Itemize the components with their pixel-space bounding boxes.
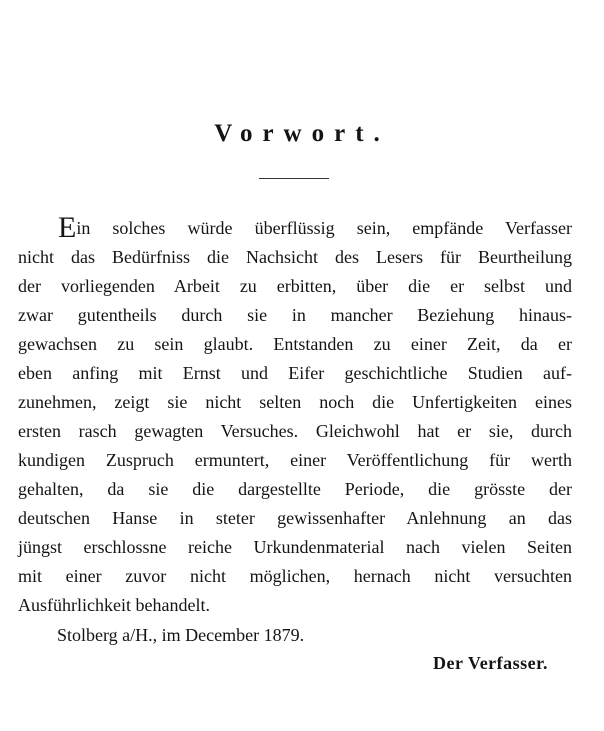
- paragraph-line: kundigen Zuspruch ermuntert, einer Veröffentlichung für werth: [18, 450, 572, 470]
- paragraph-line: zwar gutentheils durch sie in mancher Beziehung hinaus-: [18, 305, 572, 325]
- paragraph-line: eben anfing mit Ernst und Eifer geschichtliche Studien auf-: [18, 363, 572, 383]
- paragraph-line: mit einer zuvor nicht möglichen, hernach nicht versuchten: [18, 566, 572, 586]
- title-divider: [259, 178, 329, 179]
- page-title: Vorwort.: [214, 120, 390, 147]
- preface-paragraph: [18, 211, 572, 620]
- paragraph-line: nicht das Bedürfniss die Nachsicht des Lesers für Beurtheilung: [18, 247, 572, 267]
- paragraph-line: der vorliegenden Arbeit zu erbitten, über die er selbst und: [18, 276, 572, 296]
- author-signature: Der Verfasser.: [433, 653, 548, 673]
- paragraph-line-text: in solches würde überflüssig sein, empfände Verfasser: [76, 218, 572, 238]
- paragraph-line: [18, 211, 572, 244]
- paragraph-line: Ausführlichkeit behandelt.: [18, 595, 210, 615]
- paragraph-line: gehalten, da sie die dargestellte Periode, die grösste der: [18, 479, 572, 499]
- paragraph-line: jüngst erschlossne reiche Urkundenmaterial nach vielen Seiten: [18, 537, 572, 557]
- initial-letter: E: [58, 211, 77, 244]
- paragraph-line: zunehmen, zeigt sie nicht selten noch die Unfertigkeiten eines: [18, 392, 572, 412]
- paragraph-line: gewachsen zu sein glaubt. Entstanden zu einer Zeit, da er: [18, 334, 572, 354]
- paragraph-line: ersten rasch gewagten Versuches. Gleichwohl hat er sie, durch: [18, 421, 572, 441]
- place-date-line: Stolberg a/H., im December 1879.: [57, 625, 305, 645]
- paragraph-line: deutschen Hanse in steter gewissenhafter Anlehnung an das: [18, 508, 572, 528]
